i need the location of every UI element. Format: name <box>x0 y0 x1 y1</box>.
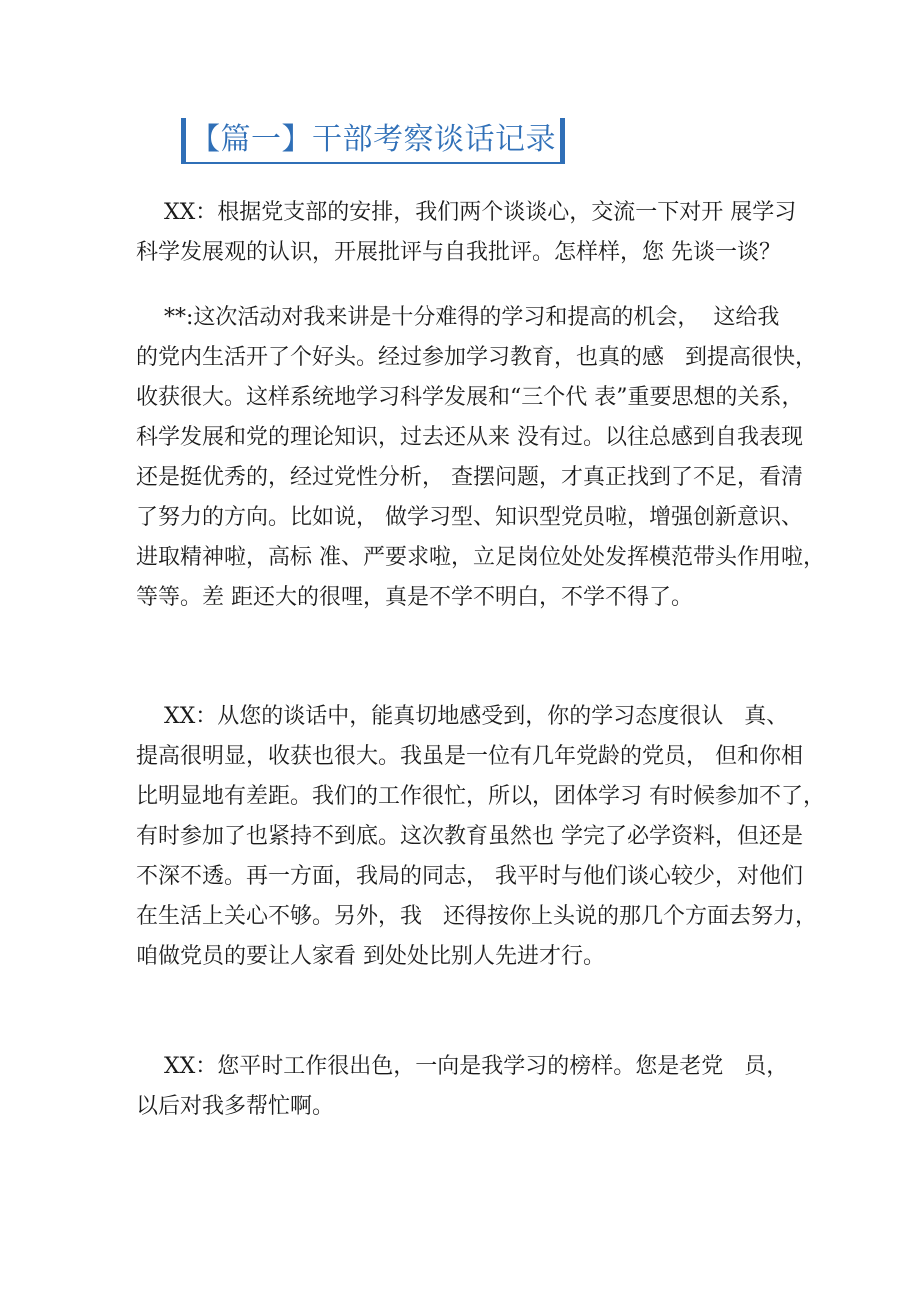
heading-underline <box>181 162 565 164</box>
document-heading <box>181 112 565 162</box>
paragraph-line: 还是挺优秀的，经过党性分析， 查摆问题，才真正找到了不足，看清 <box>136 465 803 490</box>
paragraph-line: **:这次活动对我来讲是十分难得的学习和提高的机会， 这给我 <box>136 305 780 330</box>
paragraph-1 <box>136 193 796 273</box>
paragraph-line: 咱做党员的要让人家看 到处处比别人先进才行。 <box>136 944 605 969</box>
paragraph-line: XX：您平时工作很出色，一向是我学习的榜样。您是老党 员， <box>136 1054 789 1079</box>
paragraph-line: 在生活上关心不够。另外，我 还得按你上头说的那几个方面去努力， <box>136 904 817 929</box>
paragraph-3 <box>136 697 825 977</box>
paragraph-line: 以后对我多帮忙啊。 <box>136 1094 335 1119</box>
heading-right-bar <box>560 118 565 162</box>
paragraph-line: 比明显地有差距。我们的工作很忙，所以，团体学习 有时候参加不了， <box>136 784 825 809</box>
paragraph-line: 进取精神啦，高标 准、严要求啦，立足岗位处处发挥模范带头作用啦， <box>136 545 825 570</box>
paragraph-line: XX：从您的谈话中，能真切地感受到，你的学习态度很认 真、 <box>136 704 789 729</box>
paragraph-line: XX：根据党支部的安排，我们两个谈谈心，交流一下对开 展学习 <box>136 200 797 225</box>
paragraph-line: 等等。差 距还大的很哩，真是不学不明白，不学不得了。 <box>136 585 693 610</box>
paragraph-line: 有时参加了也紧持不到底。这次教育虽然也 学完了必学资料，但还是 <box>136 824 803 849</box>
paragraph-line: 提高很明显，收获也很大。我虽是一位有几年党龄的党员， 但和你相 <box>136 744 803 769</box>
paragraph-2 <box>136 298 825 618</box>
document-title: 【篇一】干部考察谈话记录 <box>190 122 556 157</box>
paragraph-line: 科学发展观的认识，开展批评与自我批评。怎样样，您 先谈一谈？ <box>136 240 781 265</box>
paragraph-line: 科学发展和党的理论知识，过去还从来 没有过。以往总感到自我表现 <box>136 425 803 450</box>
paragraph-line: 了努力的方向。比如说， 做学习型、知识型党员啦，增强创新意识、 <box>136 505 803 530</box>
paragraph-line: 不深不透。再一方面，我局的同志， 我平时与他们谈心较少，对他们 <box>136 864 803 889</box>
paragraph-4 <box>136 1047 796 1127</box>
paragraph-line: 的党内生活开了个好头。经过参加学习教育，也真的感 到提高很快， <box>136 345 817 370</box>
paragraph-line: 收获很大。这样系统地学习科学发展和“三个代 表”重要思想的关系， <box>136 385 804 410</box>
